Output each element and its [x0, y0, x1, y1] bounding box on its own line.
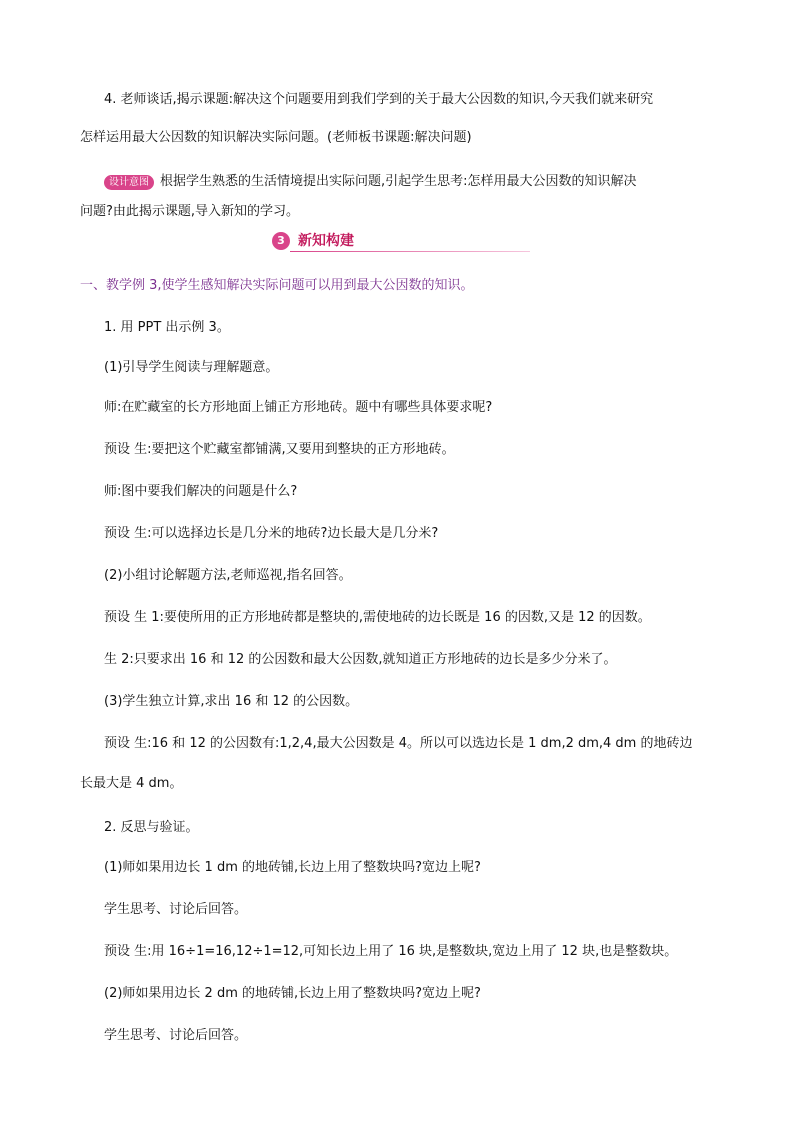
design-intent-badge: 设计意图: [104, 175, 154, 190]
body-line: 师:图中要我们解决的问题是什么?: [104, 484, 298, 499]
body-line: (1)引导学生阅读与理解题意。: [104, 360, 279, 375]
body-line: 生 2:只要求出 16 和 12 的公因数和最大公因数,就知道正方形地砖的边长是多少分米了。: [104, 652, 617, 667]
section-header: [268, 230, 532, 254]
body-line: (2)师如果用边长 2 dm 的地砖铺,长边上用了整数块吗?宽边上呢?: [104, 986, 481, 1001]
body-line: 预设 生:可以选择边长是几分米的地砖?边长最大是几分米?: [104, 526, 439, 541]
body-line: 2. 反思与验证。: [104, 820, 199, 835]
design-intent-line-2: 问题?由此揭示课题,导入新知的学习。: [80, 204, 300, 219]
design-intent-line-1: 根据学生熟悉的生活情境提出实际问题,引起学生思考:怎样用最大公因数的知识解决: [160, 174, 637, 189]
heading-1: 一、教学例 3,使学生感知解决实际问题可以用到最大公因数的知识。: [80, 278, 474, 293]
body-line: 1. 用 PPT 出示例 3。: [104, 320, 230, 335]
paragraph-4-line-1: 4. 老师谈话,揭示课题:解决这个问题要用到我们学到的关于最大公因数的知识,今天我们就来研究: [104, 92, 654, 107]
body-line: 预设 生:要把这个贮藏室都铺满,又要用到整块的正方形地砖。: [104, 442, 455, 457]
paragraph-4-line-2: 怎样运用最大公因数的知识解决实际问题。(老师板书课题:解决问题): [80, 130, 472, 145]
body-line: 学生思考、讨论后回答。: [104, 1028, 248, 1043]
section-number: 3: [272, 232, 290, 250]
body-line: 预设 生:用 16÷1=16,12÷1=12,可知长边上用了 16 块,是整数块,宽边上用了 12 块,也是整数块。: [104, 944, 678, 959]
design-intent: [104, 174, 637, 190]
body-line: 预设 生:16 和 12 的公因数有:1,2,4,最大公因数是 4。所以可以选边长是 1 dm,2 dm,4 dm 的地砖边: [104, 736, 693, 751]
body-line: 长最大是 4 dm。: [80, 776, 183, 791]
body-line: (1)师如果用边长 1 dm 的地砖铺,长边上用了整数块吗?宽边上呢?: [104, 860, 481, 875]
body-line: 预设 生 1:要使所用的正方形地砖都是整块的,需使地砖的边长既是 16 的因数,又是 12 的因数。: [104, 610, 651, 625]
section-rule: [290, 251, 530, 252]
section-title: 新知构建: [298, 233, 354, 249]
body-line: 学生思考、讨论后回答。: [104, 902, 248, 917]
body-line: 师:在贮藏室的长方形地面上铺正方形地砖。题中有哪些具体要求呢?: [104, 400, 493, 415]
body-line: (3)学生独立计算,求出 16 和 12 的公因数。: [104, 694, 359, 709]
body-line: (2)小组讨论解题方法,老师巡视,指名回答。: [104, 568, 352, 583]
